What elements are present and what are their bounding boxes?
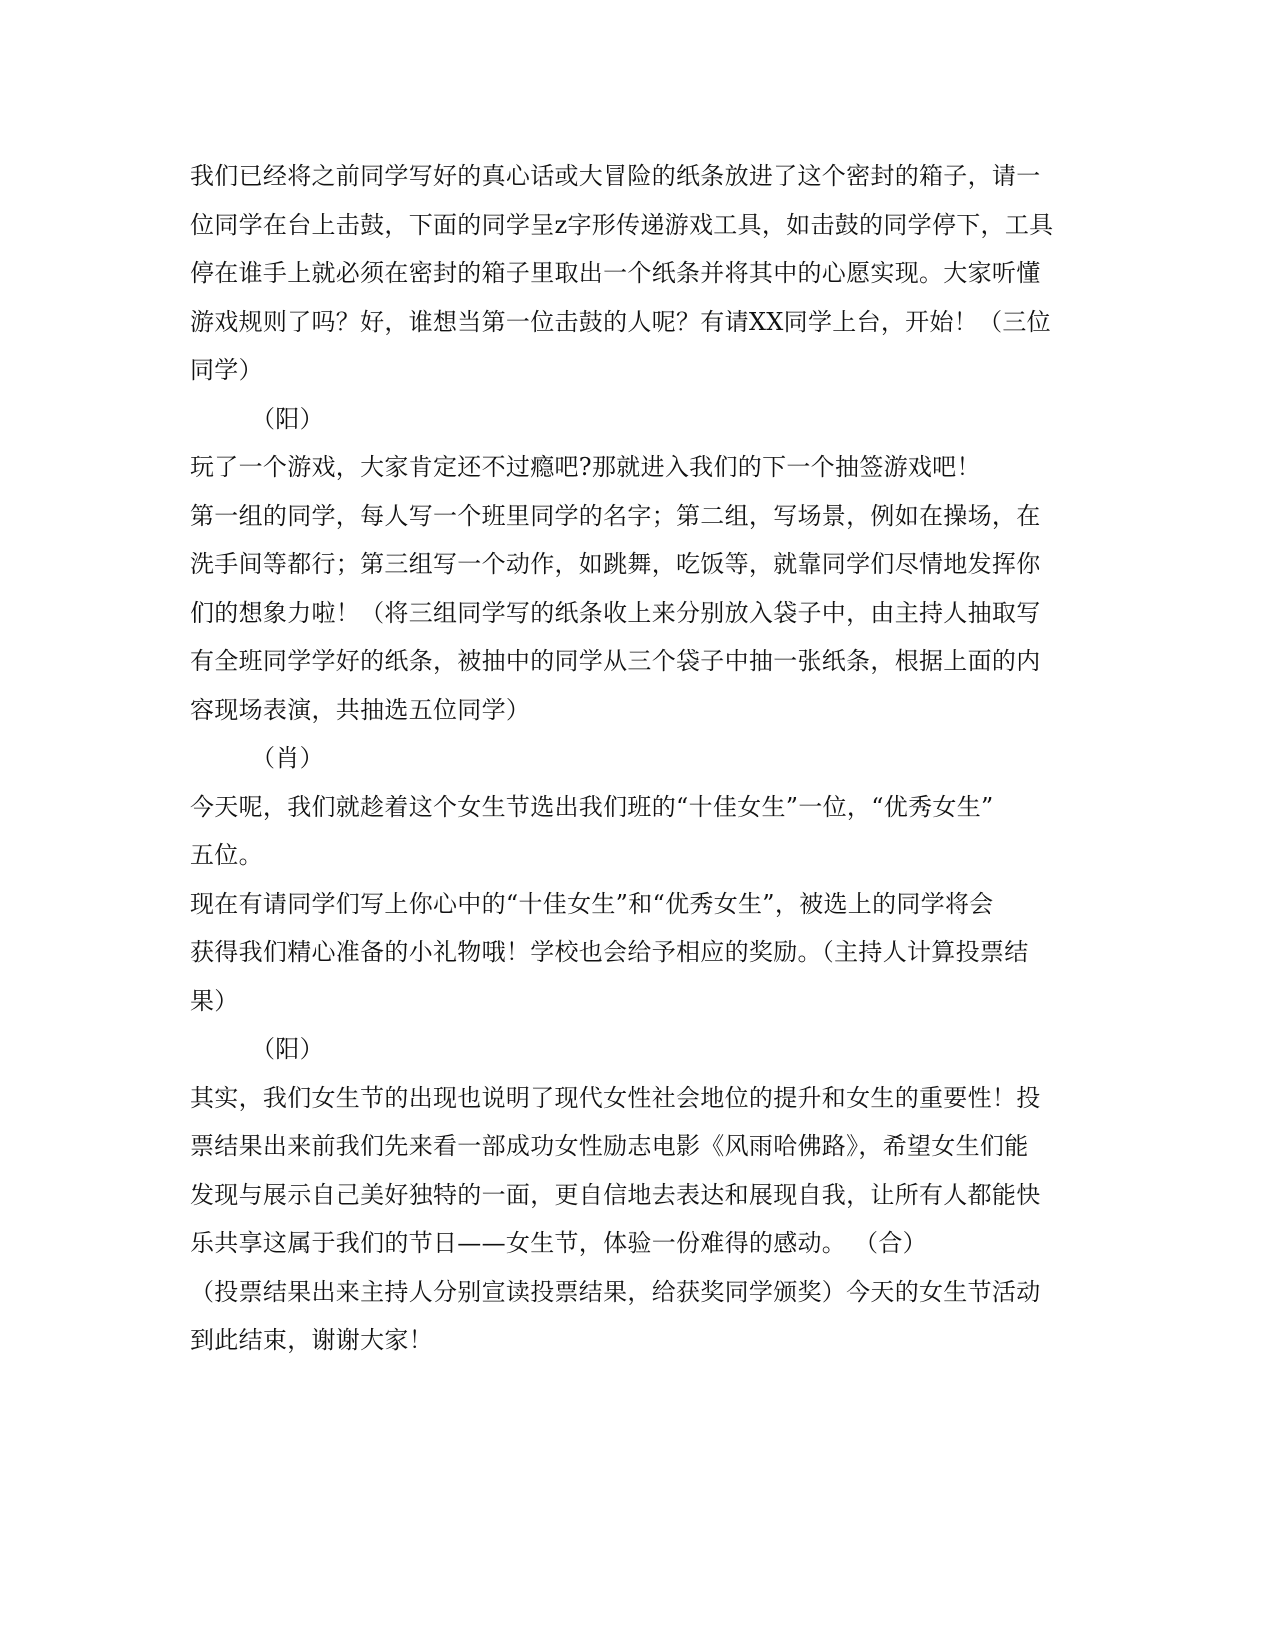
text-line: 发现与展示自己美好独特的一面，更自信地去表达和展现自我，让所有人都能快 xyxy=(190,1180,1041,1209)
text-line: 我们已经将之前同学写好的真心话或大冒险的纸条放进了这个密封的箱子，请一 xyxy=(190,162,1041,190)
text-line: 容现场表演，共抽选五位同学） xyxy=(190,695,531,724)
text-line: 同学） xyxy=(190,356,263,384)
text-line: 其实，我们女生节的出现也说明了现代女性社会地位的提升和女生的重要性！投 xyxy=(190,1083,1041,1112)
text-line: （投票结果出来主持人分别宣读投票结果，给获奖同学颁奖）今天的女生节活动 xyxy=(190,1277,1041,1306)
text-line: 果） xyxy=(190,986,239,1015)
speaker-label: （肖） xyxy=(251,744,324,772)
text-line: 位同学在台上击鼓，下面的同学呈z字形传递游戏工具，如击鼓的同学停下，工具 xyxy=(190,210,1054,239)
text-line: 第一组的同学，每人写一个班里同学的名字；第二组，写场景，例如在操场，在 xyxy=(190,501,1041,530)
text-line: 到此结束，谢谢大家！ xyxy=(190,1326,433,1354)
text-line: 乐共享这属于我们的节日——女生节，体验一份难得的感动。 （合） xyxy=(190,1229,927,1257)
document-body xyxy=(190,152,1085,1365)
text-line: 停在谁手上就必须在密封的箱子里取出一个纸条并将其中的心愿实现。大家听懂 xyxy=(190,259,1041,287)
text-line: 游戏规则了吗？好，谁想当第一位击鼓的人呢？有请XX同学上台，开始！（三位 xyxy=(190,307,1051,336)
text-line: 们的想象力啦！（将三组同学写的纸条收上来分别放入袋子中，由主持人抽取写 xyxy=(190,598,1041,627)
speaker-label: （阳） xyxy=(251,1035,324,1063)
text-line: 获得我们精心准备的小礼物哦！学校也会给予相应的奖励。（主持人计算投票结 xyxy=(190,938,1029,966)
text-line: 玩了一个游戏，大家肯定还不过瘾吧?那就进入我们的下一个抽签游戏吧！ xyxy=(190,453,981,481)
text-line: 五位。 xyxy=(190,841,263,869)
speaker-label: （阳） xyxy=(251,404,324,433)
text-line: 有全班同学学好的纸条，被抽中的同学从三个袋子中抽一张纸条，根据上面的内 xyxy=(190,647,1041,675)
text-line: 现在有请同学们写上你心中的“十佳女生”和“优秀女生”，被选上的同学将会 xyxy=(190,889,994,918)
text-line: 洗手间等都行；第三组写一个动作，如跳舞，吃饭等，就靠同学们尽情地发挥你 xyxy=(190,550,1041,578)
text-line: 今天呢，我们就趁着这个女生节选出我们班的“十佳女生”一位，“优秀女生” xyxy=(190,792,994,821)
text-line: 票结果出来前我们先来看一部成功女性励志电影《风雨哈佛路》，希望女生们能 xyxy=(190,1132,1029,1160)
